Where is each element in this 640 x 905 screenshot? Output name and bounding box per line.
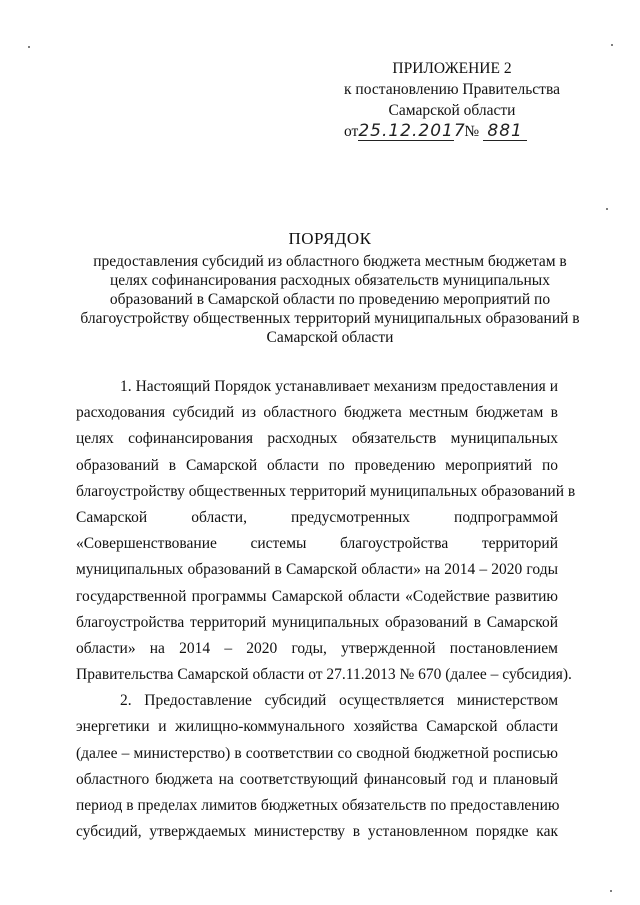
document-title: ПОРЯДОК <box>288 229 372 248</box>
paragraph-1-line: образований в Самарской области по проведению мероприятий по <box>76 456 558 474</box>
appendix-date-number-line <box>332 121 572 143</box>
paragraph-2-line: областного бюджета на соответствующий финансовый год и плановый <box>76 770 558 788</box>
subtitle-line: образований в Самарской области по проведению мероприятий по <box>109 291 551 308</box>
handwritten-number: 881 <box>483 123 527 141</box>
paragraph-1-line: Самарской области, предусмотренных подпрограммой <box>76 508 558 526</box>
paragraph-1-line: Правительства Самарской области от 27.11.2013 № 670 (далее – субсидия). <box>76 666 572 684</box>
paragraph-2-line: субсидий, утверждаемых министерству в установленном порядке как <box>76 823 558 841</box>
paragraph-1-line: целях софинансирования расходных обязательств муниципальных <box>76 430 558 448</box>
scan-speck <box>28 46 30 48</box>
appendix-header <box>332 58 572 143</box>
paragraph-1-line: 1. Настоящий Порядок устанавливает механизм предоставления и <box>120 378 558 395</box>
subtitle-line: предоставления субсидий из областного бюджета местным бюджетам в <box>93 253 567 270</box>
scan-speck <box>606 208 608 210</box>
paragraph-2-line: энергетики и жилищно-коммунального хозяйства Самарской области <box>76 718 558 736</box>
paragraph-2-line: 2. Предоставление субсидий осуществляется министерством <box>120 692 558 710</box>
subtitle-line: целях софинансирования расходных обязательств муниципальных <box>110 272 550 289</box>
number-prefix: № <box>464 123 480 140</box>
paragraph-1-line: муниципальных образований в Самарской области» на 2014 – 2020 годы <box>76 561 558 579</box>
appendix-line-2: к постановлению Правительства <box>344 81 560 98</box>
document-body <box>76 374 576 845</box>
subtitle-line: благоустройству общественных территорий муниципальных образований в <box>80 310 580 327</box>
paragraph-1-line: государственной программы Самарской области «Содействие развитию <box>76 587 558 605</box>
paragraph-1-line: расходования субсидий из областного бюджета местным бюджетам в <box>76 404 558 422</box>
paragraph-2-line: период в пределах лимитов бюджетных обязательств по предоставлению <box>76 797 560 814</box>
paragraph-1-line: благоустройству общественных территорий муниципальных образований в <box>76 482 576 500</box>
paragraph-2-line: (далее – министерство) в соответствии со сводной бюджетной росписью <box>76 744 558 762</box>
paragraph-1-line: «Совершенствование системы благоустройства территорий <box>76 535 558 553</box>
handwritten-date: 25.12.2017 <box>358 121 466 141</box>
paragraph-1-line: области» на 2014 – 2020 годы, утвержденной постановлением <box>76 639 558 657</box>
document-subtitle <box>70 252 590 347</box>
subtitle-line: Самарской области <box>266 329 394 346</box>
paragraph-1-line: благоустройства территорий муниципальных образований в Самарской <box>76 613 558 631</box>
scan-speck <box>611 44 613 46</box>
scan-speck <box>610 890 612 892</box>
from-prefix: от <box>344 123 359 140</box>
appendix-line-3: Самарской области <box>388 102 516 119</box>
appendix-heading: ПРИЛОЖЕНИЕ 2 <box>392 60 512 77</box>
